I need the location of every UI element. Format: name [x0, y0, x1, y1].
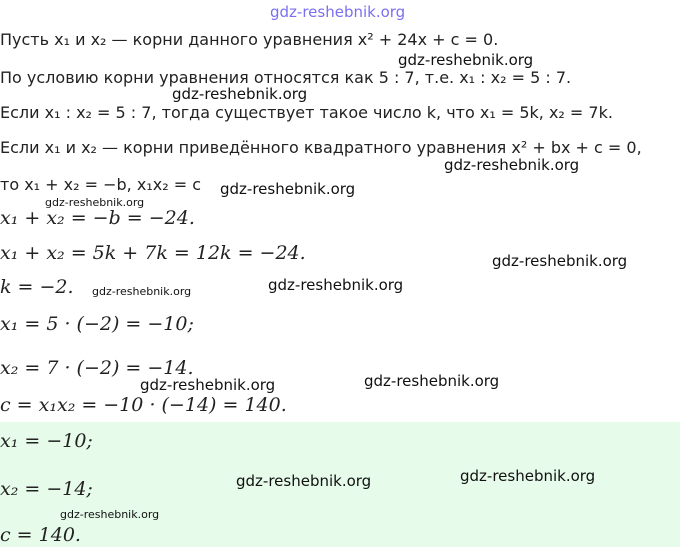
- watermark: gdz-reshebnik.org: [460, 467, 596, 485]
- watermark: gdz-reshebnik.org: [92, 285, 192, 298]
- watermark: gdz-reshebnik.org: [398, 51, 534, 69]
- watermark: gdz-reshebnik.org: [45, 196, 145, 209]
- watermark: gdz-reshebnik.org: [268, 276, 404, 294]
- solution-line-2: По условию корни уравнения относятся как 5 : 7, т.е. x₁ : x₂ = 5 : 7.: [0, 68, 572, 87]
- solution-line-5: то x₁ + x₂ = −b, x₁x₂ = c: [0, 175, 201, 194]
- math-line-10: x₂ = 7 · (−2) = −14.: [0, 357, 194, 379]
- watermark: gdz-reshebnik.org: [220, 180, 356, 198]
- answer-line-2: x₂ = −14;: [0, 478, 93, 500]
- watermark: gdz-reshebnik.org: [172, 85, 308, 103]
- watermark: gdz-reshebnik.org: [492, 252, 628, 270]
- math-line-7: x₁ + x₂ = 5k + 7k = 12k = −24.: [0, 242, 306, 264]
- math-line-11: c = x₁x₂ = −10 · (−14) = 140.: [0, 394, 287, 416]
- math-line-6: x₁ + x₂ = −b = −24.: [0, 207, 195, 229]
- watermark-top: gdz-reshebnik.org: [270, 3, 406, 21]
- watermark: gdz-reshebnik.org: [60, 508, 160, 521]
- watermark: gdz-reshebnik.org: [364, 372, 500, 390]
- solution-line-3: Если x₁ : x₂ = 5 : 7, тогда существует такое число k, что x₁ = 5k, x₂ = 7k.: [0, 103, 613, 122]
- math-line-8: k = −2.: [0, 276, 74, 298]
- watermark: gdz-reshebnik.org: [236, 472, 372, 490]
- math-line-9: x₁ = 5 · (−2) = −10;: [0, 313, 194, 335]
- watermark: gdz-reshebnik.org: [140, 376, 276, 394]
- solution-line-1: Пусть x₁ и x₂ — корни данного уравнения x² + 24x + c = 0.: [0, 30, 499, 49]
- answer-line-3: c = 140.: [0, 524, 81, 546]
- answer-line-1: x₁ = −10;: [0, 430, 93, 452]
- watermark: gdz-reshebnik.org: [444, 156, 580, 174]
- solution-line-4: Если x₁ и x₂ — корни приведённого квадратного уравнения x² + bx + c = 0,: [0, 138, 642, 157]
